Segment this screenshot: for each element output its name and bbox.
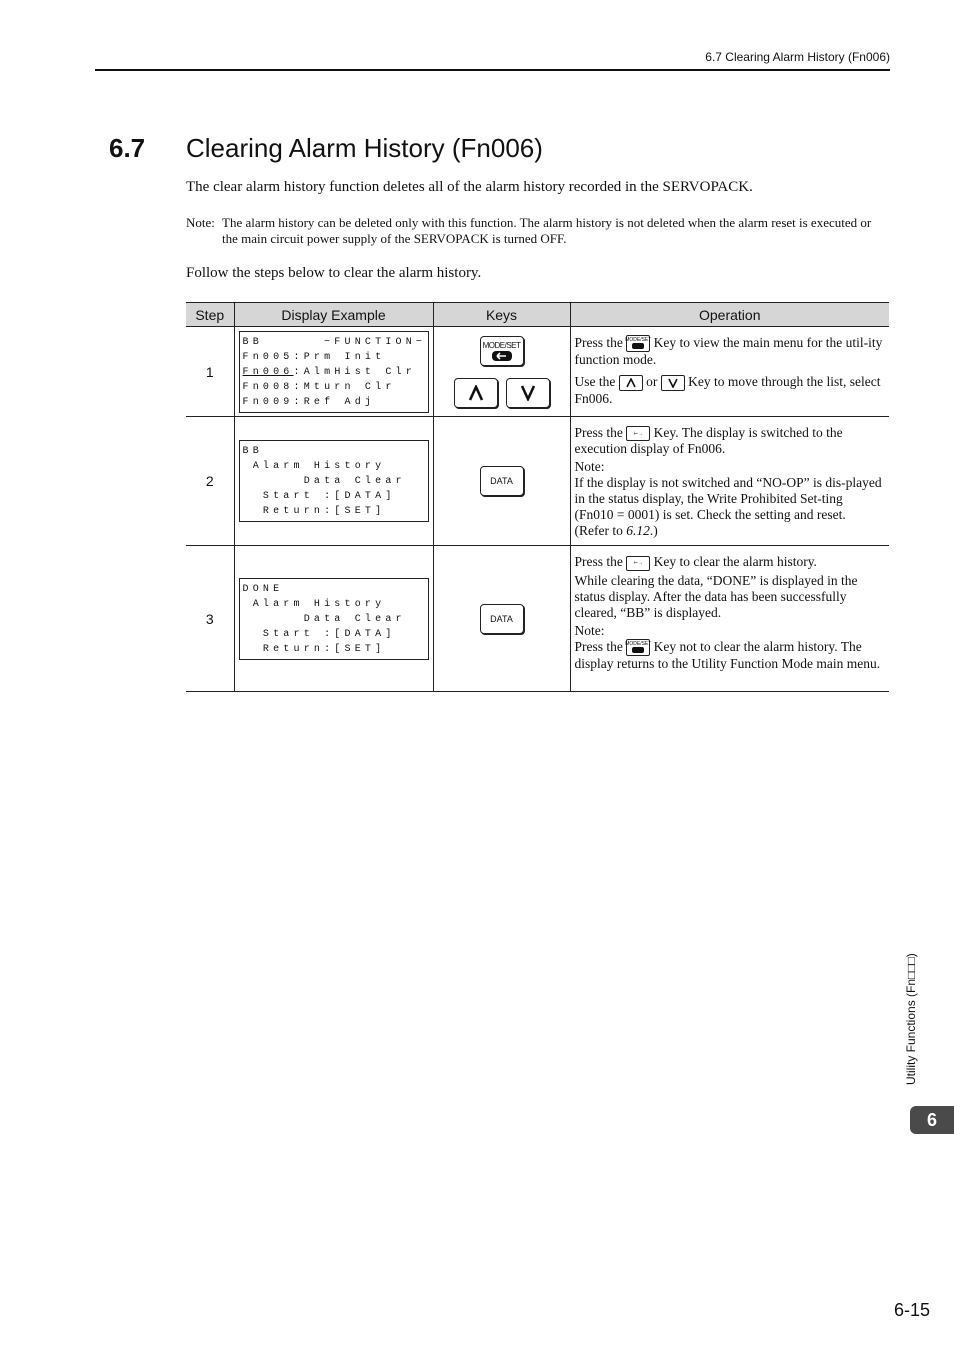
lcd-line-rest: :AlmHist Clr xyxy=(293,366,416,378)
step-number: 3 xyxy=(186,546,234,692)
col-header-keys: Keys xyxy=(433,303,570,327)
inline-data-key-icon: ⊢→ xyxy=(626,426,650,441)
col-header-step: Step xyxy=(186,303,234,327)
lcd-display xyxy=(239,578,429,660)
keys-cell xyxy=(433,417,570,546)
lcd-line: Data Clear xyxy=(242,613,406,625)
operation-text: Press the ⊢→ Key. The display is switched to the execution display of Fn006. xyxy=(574,425,843,457)
operation-note: If the display is not switched and “NO-OP” is dis-played in the status display, the Write Prohibited Set-ting (Fn010 = 0001) is set. Check the setting and reset. (Refer to 6.12.) xyxy=(574,475,882,539)
note-text: The alarm history can be deleted only with this function. The alarm history is not deleted when the alarm reset is executed or the main circuit power supply of the SERVOPACK is turned OFF. xyxy=(222,215,872,246)
inline-down-arrow-icon xyxy=(661,375,685,391)
operation-text: While clearing the data, “DONE” is displayed in the status display. After the data has been successfully cleared, “BB” is displayed. xyxy=(574,572,858,620)
lcd-line: BB −FUNCTION− xyxy=(242,336,427,348)
table-header-row xyxy=(186,303,889,327)
display-cell xyxy=(234,417,433,546)
col-header-operation: Operation xyxy=(570,303,889,327)
inline-data-key-icon: ⊢→ xyxy=(626,556,650,571)
keys-cell xyxy=(433,546,570,692)
intro-paragraph: The clear alarm history function deletes all of the alarm history recorded in the SERVOPACK. xyxy=(186,179,753,195)
header-rule xyxy=(95,69,890,71)
lcd-line: Alarm History xyxy=(242,598,386,610)
lcd-cursor-item: Fn006 xyxy=(242,366,294,378)
display-cell xyxy=(234,327,433,417)
note-label: Note: xyxy=(186,215,215,230)
lcd-line: Start :[DATA] xyxy=(242,491,396,503)
keys-cell xyxy=(433,327,570,417)
step-number: 1 xyxy=(186,327,234,417)
note-label: Note: xyxy=(574,622,605,638)
lcd-line: DONE xyxy=(242,583,284,595)
lcd-line: Return:[SET] xyxy=(242,506,386,518)
inline-mode-set-key-icon: MODE/SET xyxy=(626,639,650,656)
lcd-line xyxy=(243,365,425,380)
operation-text: Press the ⊢→ Key to clear the alarm history. xyxy=(574,554,817,570)
data-key[interactable]: DATA xyxy=(480,466,524,496)
lcd-line: Start :[DATA] xyxy=(242,628,396,640)
lcd-line: Alarm History xyxy=(242,461,386,473)
lcd-line: Data Clear xyxy=(242,476,406,488)
section-number: 6.7 xyxy=(109,133,146,163)
operation-text: Press the MODE/SET Key not to clear the alarm history. The display returns to the Utility Function Mode main menu. xyxy=(574,638,881,672)
note-label: Note: xyxy=(574,459,605,475)
return-arrow-icon xyxy=(491,350,513,362)
page-number: 6-15 xyxy=(893,1300,930,1320)
lcd-display xyxy=(239,331,429,413)
operation-cell xyxy=(570,417,889,546)
display-cell xyxy=(234,546,433,692)
section-title: Clearing Alarm History (Fn006) xyxy=(186,133,543,163)
operation-text: Press the MODE/SET Key to view the main menu for the util-ity function mode. xyxy=(574,335,883,368)
data-key[interactable]: DATA xyxy=(480,604,524,634)
mode-set-key[interactable] xyxy=(480,336,524,366)
table-row xyxy=(186,417,889,546)
lcd-line: Fn005:Prm Init xyxy=(242,351,386,363)
lcd-line: Fn008:Mturn Clr xyxy=(242,381,396,393)
table-row xyxy=(186,546,889,692)
lcd-line: Fn009:Ref Adj xyxy=(242,396,376,408)
follow-paragraph: Follow the steps below to clear the alarm history. xyxy=(186,265,482,281)
step-number: 2 xyxy=(186,417,234,546)
running-header: 6.7 Clearing Alarm History (Fn006) xyxy=(705,50,890,64)
operation-cell xyxy=(570,546,889,692)
up-key[interactable] xyxy=(454,378,498,408)
mode-set-key-label: MODE/SET xyxy=(482,340,521,350)
lcd-line: Return:[SET] xyxy=(242,643,386,655)
table-row xyxy=(186,327,889,417)
operation-text: Use the or Key to move through the list, select Fn006. xyxy=(574,374,881,407)
note-block xyxy=(186,215,886,247)
inline-mode-set-key-icon: MODE/SET xyxy=(626,335,650,352)
chapter-tab[interactable]: 6 xyxy=(910,1106,954,1134)
down-key[interactable] xyxy=(506,378,550,408)
up-arrow-icon xyxy=(468,385,484,401)
operation-cell xyxy=(570,327,889,417)
steps-table xyxy=(186,302,889,692)
col-header-display: Display Example xyxy=(234,303,433,327)
inline-up-arrow-icon xyxy=(619,375,643,391)
lcd-line: BB xyxy=(242,446,263,458)
lcd-display xyxy=(239,440,429,522)
down-arrow-icon xyxy=(520,385,536,401)
chapter-side-label: Utility Functions (Fn□□□) xyxy=(904,953,918,1085)
